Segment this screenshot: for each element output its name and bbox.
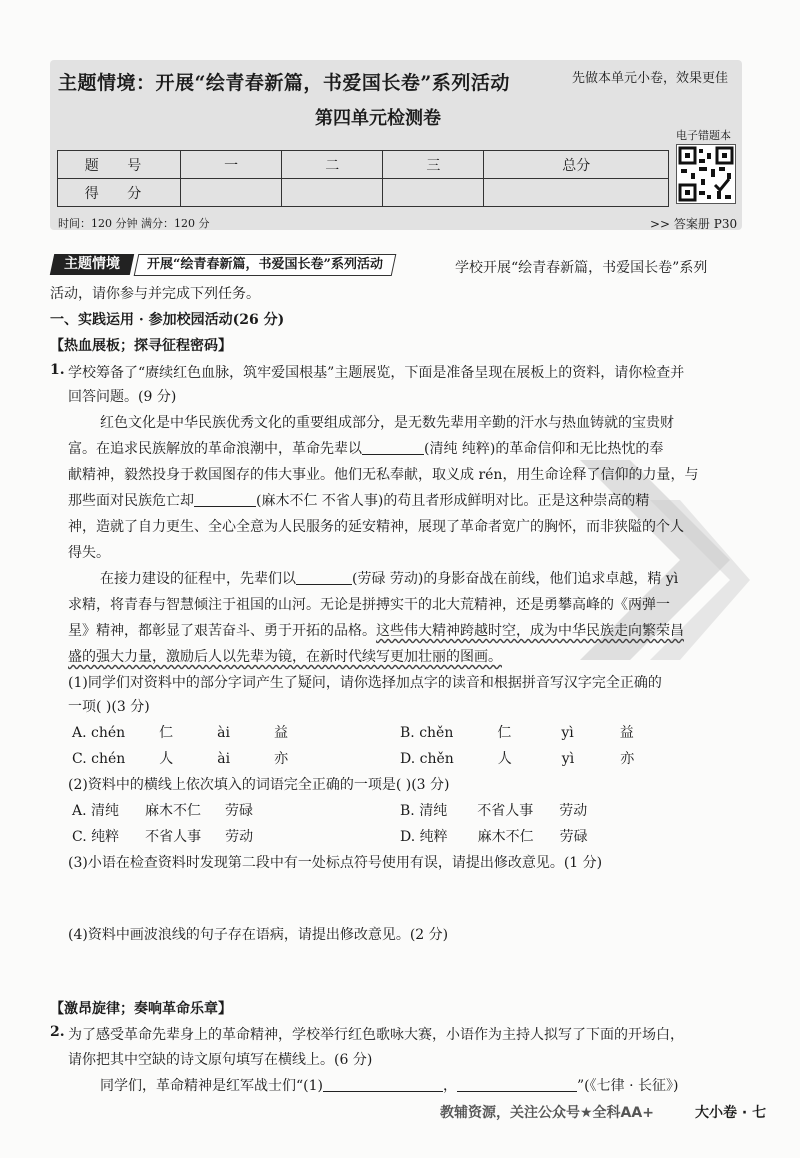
option-b[interactable]: B. 清纯 不省人事 劳动 xyxy=(400,803,588,819)
table-cell: 题 号 xyxy=(58,151,181,179)
passage-line: 那些面对民族危亡却 (麻木不仁 不省人事)的苟且者形成鲜明对比。正是这种崇高的精 xyxy=(68,493,650,509)
score-cell[interactable] xyxy=(484,179,669,207)
passage-line: 富。在追求民族解放的革命浪潮中，革命先辈以 (清纯 纯粹)的革命信仰和无比热忱的奉 xyxy=(68,441,664,457)
wavy-sentence: 盛的强大力量，激励后人以先辈为镜，在新时代续写更加壮丽的图画。 xyxy=(68,649,502,665)
theme-desc-cont: 活动，请你参与并完成下列任务。 xyxy=(50,286,260,302)
blank-3[interactable] xyxy=(296,570,352,585)
passage-line: 星》精神，都彰显了艰苦奋斗、勇于开拓的品格。这些伟大精神跨越时空，成为中华民族走向繁荣昌 xyxy=(68,623,684,639)
answer-area[interactable] xyxy=(68,950,738,990)
option-d[interactable]: D. chěn 人 yì 亦 xyxy=(400,751,635,767)
table-cell: 总分 xyxy=(484,151,669,179)
sub-question: (1)同学们对资料中的部分字词产生了疑问，请你选择加点字的读音和根据拼音写汉字完全正确的 xyxy=(68,675,662,691)
question-number: 2. xyxy=(50,1024,65,1040)
qr-code-icon[interactable] xyxy=(676,144,736,204)
option-b[interactable]: B. chěn 仁 yì 益 xyxy=(400,725,634,741)
passage-line: 得失。 xyxy=(68,545,110,561)
passage-line: 在接力建设的征程中，先辈们以 (劳碌 劳动)的身影奋战在前线，他们追求卓越，精 yì xyxy=(100,571,679,587)
sub-question: (4)资料中画波浪线的句子存在语病，请提出修改意见。(2 分) xyxy=(68,927,449,943)
score-cell[interactable] xyxy=(282,179,383,207)
score-cell[interactable] xyxy=(181,179,282,207)
question-text: 回答问题。(9 分) xyxy=(68,389,177,405)
footer-promo: 教辅资源，关注公众号★全科AA+ xyxy=(440,1105,654,1121)
option-d[interactable]: D. 纯粹 麻木不仁 劳碌 xyxy=(400,829,588,845)
option-a[interactable]: A. 清纯 麻木不仁 劳碌 xyxy=(72,803,254,819)
time-line: 时间：120 分钟 满分：120 分 xyxy=(58,217,210,230)
poem-fill-line: 同学们，革命精神是红军战士们“(1) ， ”(《七律 · 长征》) xyxy=(100,1078,679,1094)
table-cell: 二 xyxy=(282,151,383,179)
question-number: 1. xyxy=(50,362,65,378)
question-text: 为了感受革命先辈身上的革命精神，学校举行红色歌咏大赛，小语作为主持人拟写了下面的开场白， xyxy=(68,1027,684,1043)
question-text: 请你把其中空缺的诗文原句填写在横线上。(6 分) xyxy=(68,1052,373,1068)
score-table-header-row xyxy=(58,151,669,179)
passage-line: 献精神，毅然投身于救国图存的伟大事业。他们无私奉献，取义成 rén，用生命诠释了信仰的力量，与 xyxy=(68,467,699,483)
table-cell: 一 xyxy=(181,151,282,179)
theme-title: 主题情境：开展“绘青春新篇，书爱国长卷”系列活动 xyxy=(58,72,510,94)
blank-2[interactable] xyxy=(194,492,256,507)
question-text: 学校筹备了“赓续红色血脉，筑牢爱国根基”主题展览，下面是准备呈现在展板上的资料，请你检查并 xyxy=(68,365,685,381)
theme-name: 开展“绘青春新篇，书爱国长卷”系列活动 xyxy=(134,254,397,276)
subsection-title: 【激昂旋律；奏响革命乐章】 xyxy=(50,1001,232,1017)
blank-poem-2[interactable] xyxy=(457,1077,577,1092)
section-title: 一、实践运用 · 参加校园活动(26 分) xyxy=(50,312,285,328)
option-c[interactable]: C. 纯粹 不省人事 劳动 xyxy=(72,829,254,845)
sub-question: 一项( )(3 分) xyxy=(68,699,150,715)
option-a[interactable]: A. chén 仁 ài 益 xyxy=(72,725,288,741)
exam-title: 第四单元检测卷 xyxy=(315,108,441,129)
ebook-label: 电子错题本 xyxy=(676,129,731,142)
subsection-title: 【热血展板；探寻征程密码】 xyxy=(50,338,232,354)
answer-reference: >> 答案册 P30 xyxy=(650,217,738,231)
top-note: 先做本单元小卷，效果更佳 xyxy=(572,71,729,86)
theme-desc: 学校开展“绘青春新篇，书爱国长卷”系列 xyxy=(455,260,708,276)
wavy-sentence: 这些伟大精神跨越时空，成为中华民族走向繁荣昌 xyxy=(376,623,684,639)
passage-line: 红色文化是中华民族优秀文化的重要组成部分，是无数先辈用辛勤的汗水与热血铸就的宝贵财 xyxy=(100,415,674,431)
page-number: 大小卷 · 七 xyxy=(695,1105,767,1121)
passage-line: 神，造就了自力更生、全心全意为人民服务的延安精神，展现了革命者宽广的胸怀，而非狭隘的个人 xyxy=(68,519,684,535)
table-cell: 三 xyxy=(383,151,484,179)
option-c[interactable]: C. chén 人 ài 亦 xyxy=(72,751,289,767)
blank-poem-1[interactable] xyxy=(323,1077,443,1092)
score-table-score-row xyxy=(58,179,669,207)
score-table xyxy=(57,150,669,207)
sub-question: (3)小语在检查资料时发现第二段中有一处标点符号使用有误，请提出修改意见。(1 分) xyxy=(68,855,603,871)
answer-area[interactable] xyxy=(68,878,738,918)
score-cell[interactable] xyxy=(383,179,484,207)
sub-question: (2)资料中的横线上依次填入的词语完全正确的一项是( )(3 分) xyxy=(68,777,450,793)
theme-tag: 主题情境 xyxy=(50,254,134,275)
passage-line: 求精，将青春与智慧倾注于祖国的山河。无论是拼搏实干的北大荒精神，还是勇攀高峰的《两弹一 xyxy=(68,597,670,613)
table-cell: 得 分 xyxy=(58,179,181,207)
blank-1[interactable] xyxy=(362,440,424,455)
